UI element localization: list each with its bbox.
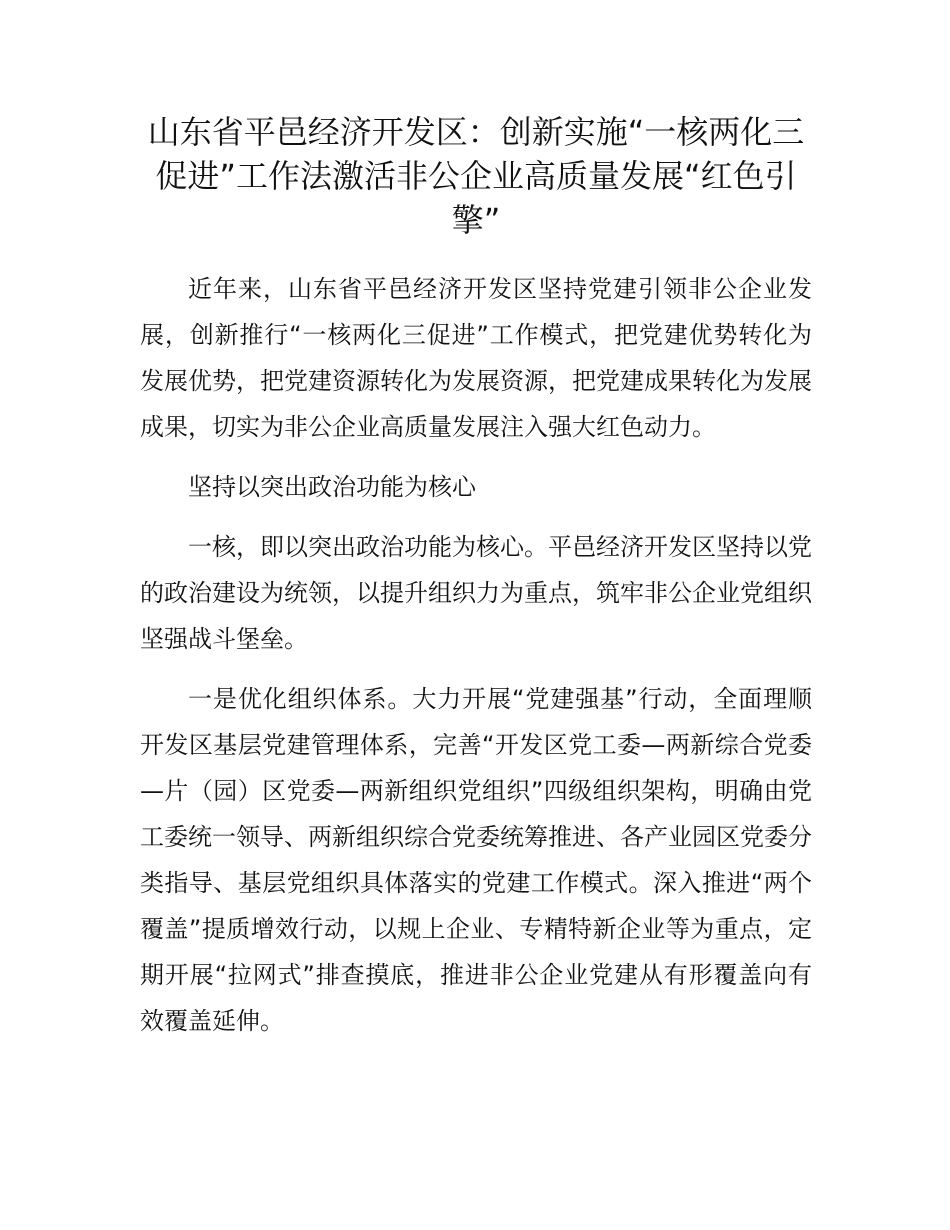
document-body [140,110,812,1044]
document-title: 山东省平邑经济开发区：创新实施“一核两化三促进”工作法激活非公企业高质量发展“红色引擎” [147,113,805,239]
section-heading: 坚持以突出政治功能为核心 [188,473,476,501]
paragraph-intro: 近年来，山东省平邑经济开发区坚持党建引领非公企业发展，创新推行“一核两化三促进”工作模式，把党建优势转化为发展优势，把党建资源转化为发展资源，把党建成果转化为发展成果，切实为非公企业高质量发展注入强大红色动力。 [140,275,812,441]
paragraph-organization: 一是优化组织体系。大力开展“党建强基”行动，全面理顺开发区基层党建管理体系，完善“开发区党工委—两新综合党委—片（园）区党委—两新组织党组织”四级组织架构，明确由党工委统一领导、两新组织综合党委统筹推进、各产业园区党委分类指导、基层党组织具体落实的党建工作模式。深入推进“两个覆盖”提质增效行动，以规上企业、专精特新企业等为重点，定期开展“拉网式”排查摸底，推进非公企业党建从有形覆盖向有效覆盖延伸。 [140,685,812,1035]
paragraph-core: 一核，即以突出政治功能为核心。平邑经济开发区坚持以党的政治建设为统领，以提升组织力为重点，筑牢非公企业党组织坚强战斗堡垒。 [140,533,812,653]
